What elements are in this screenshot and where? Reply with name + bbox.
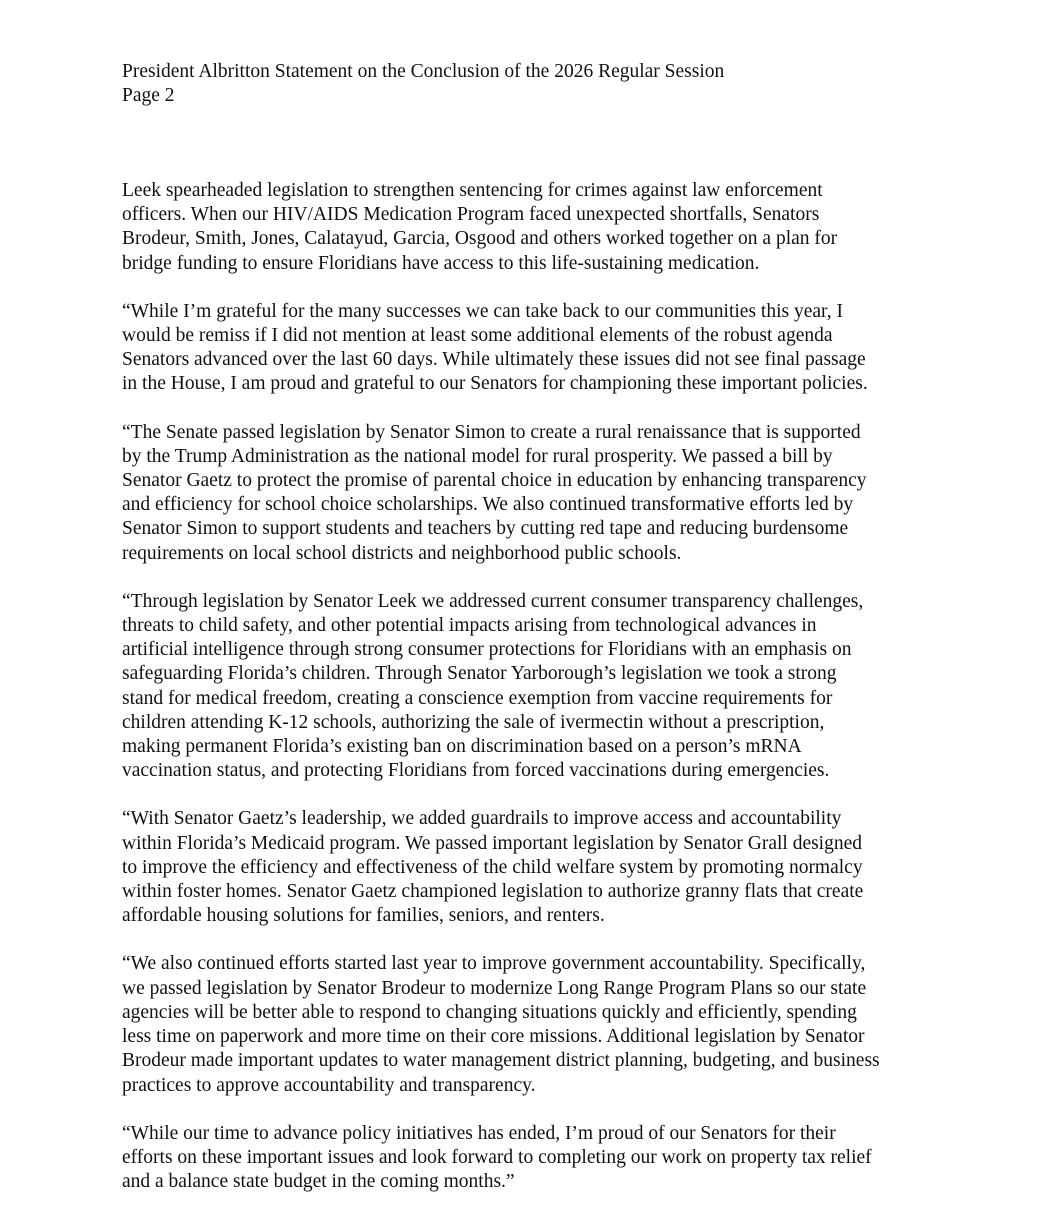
text-line: safeguarding Florida’s children. Through Senator Yarborough’s legislation we took a strong — [122, 663, 837, 685]
text-line: would be remiss if I did not mention at least some additional elements of the robust agenda — [122, 325, 833, 347]
text-line: in the House, I am proud and grateful to our Senators for championing these important policies. — [122, 373, 868, 395]
text-line: “While our time to advance policy initiatives has ended, I’m proud of our Senators for their — [122, 1122, 836, 1144]
text-line: affordable housing solutions for families, seniors, and renters. — [122, 905, 605, 927]
text-line: children attending K-12 schools, authorizing the sale of ivermectin without a prescription, — [122, 711, 825, 733]
text-line: we passed legislation by Senator Brodeur to modernize Long Range Program Plans so our state — [122, 977, 867, 999]
text-line: efforts on these important issues and look forward to completing our work on property tax relief — [122, 1146, 872, 1168]
text-line: “Through legislation by Senator Leek we addressed current consumer transparency challenges, — [122, 590, 864, 612]
text-line: and efficiency for school choice scholarships. We also continued transformative efforts led by — [122, 494, 854, 516]
text-line: bridge funding to ensure Floridians have access to this life-sustaining medication. — [122, 252, 760, 274]
text-line: “While I’m grateful for the many successes we can take back to our communities this year, I — [122, 300, 843, 322]
text-line: Brodeur made important updates to water management district planning, budgeting, and business — [122, 1050, 880, 1072]
text-line: within Florida’s Medicaid program. We passed important legislation by Senator Grall designed — [122, 832, 863, 854]
paragraph — [122, 590, 952, 784]
text-line: “With Senator Gaetz’s leadership, we added guardrails to improve access and accountability — [122, 808, 842, 830]
paragraph — [122, 1122, 952, 1195]
text-line: to improve the efficiency and effectiveness of the child welfare system by promoting normalcy — [122, 856, 863, 878]
text-line: Senator Simon to support students and teachers by cutting red tape and reducing burdensome — [122, 518, 849, 540]
paragraph — [122, 807, 952, 928]
text-line: practices to approve accountability and transparency. — [122, 1074, 536, 1096]
text-line: Brodeur, Smith, Jones, Calatayud, Garcia, Osgood and others worked together on a plan for — [122, 228, 838, 250]
text-line: within foster homes. Senator Gaetz championed legislation to authorize granny flats that create — [122, 881, 864, 903]
text-line: agencies will be better able to respond to changing situations quickly and efficiently, spending — [122, 1001, 857, 1023]
text-line: less time on paperwork and more time on their core missions. Additional legislation by Senator — [122, 1026, 865, 1048]
text-line: and a balance state budget in the coming months.” — [122, 1171, 515, 1193]
text-line: “The Senate passed legislation by Senator Simon to create a rural renaissance that is supported — [122, 421, 861, 443]
text-line: officers. When our HIV/AIDS Medication Program faced unexpected shortfalls, Senators — [122, 204, 820, 226]
text-line: stand for medical freedom, creating a conscience exemption from vaccine requirements for — [122, 687, 833, 709]
document-body — [122, 179, 952, 1218]
text-line: Senator Gaetz to protect the promise of parental choice in education by enhancing transparency — [122, 470, 867, 492]
text-line: by the Trump Administration as the national model for rural prosperity. We passed a bill by — [122, 445, 833, 467]
text-line: making permanent Florida’s existing ban on discrimination based on a person’s mRNA — [122, 736, 802, 758]
paragraph — [122, 179, 952, 276]
text-line: vaccination status, and protecting Floridians from forced vaccinations during emergencies. — [122, 760, 830, 782]
text-line: Senators advanced over the last 60 days. While ultimately these issues did not see final passage — [122, 349, 866, 371]
text-line: Leek spearheaded legislation to strengthen sentencing for crimes against law enforcement — [122, 180, 823, 201]
document-title: President Albritton Statement on the Conclusion of the 2026 Regular Session — [122, 61, 725, 82]
page-header — [122, 60, 724, 108]
text-line: artificial intelligence through strong consumer protections for Floridians with an emphasis on — [122, 639, 852, 661]
paragraph — [122, 300, 952, 397]
paragraph — [122, 952, 952, 1097]
page-number: Page 2 — [122, 85, 175, 106]
text-line: “We also continued efforts started last year to improve government accountability. Specifically, — [122, 953, 866, 975]
paragraph — [122, 421, 952, 566]
text-line: threats to child safety, and other potential impacts arising from technological advances in — [122, 615, 817, 637]
text-line: requirements on local school districts and neighborhood public schools. — [122, 542, 682, 564]
